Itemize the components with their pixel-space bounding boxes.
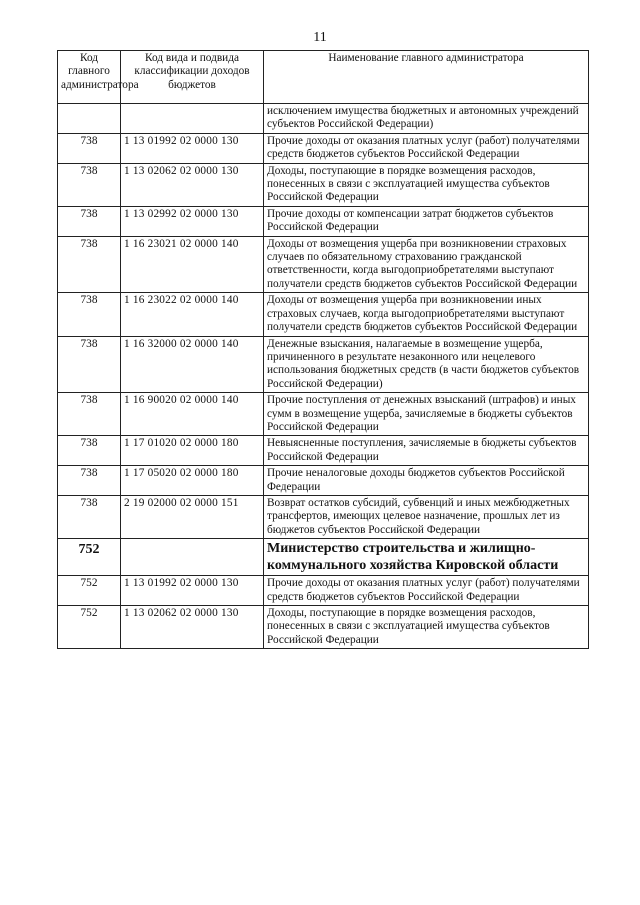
revenue-code-cell: 1 13 02992 02 0000 130 xyxy=(121,206,264,236)
table-row xyxy=(58,436,589,466)
admin-name-cell: Доходы, поступающие в порядке возмещения расходов, понесенных в связи с эксплуатацией имущества субъектов Российской Федерации xyxy=(264,606,589,649)
table-row xyxy=(58,163,589,206)
revenue-administrators-table xyxy=(57,50,589,649)
admin-code-cell: 738 xyxy=(58,495,121,538)
admin-code-cell: 738 xyxy=(58,163,121,206)
revenue-code-cell: 1 16 90020 02 0000 140 xyxy=(121,393,264,436)
admin-name-cell: Прочие доходы от оказания платных услуг (работ) получателями средств бюджетов субъектов Российской Федерации xyxy=(264,133,589,163)
admin-name-cell: Денежные взыскания, налагаемые в возмещение ущерба, причиненного в результате незаконного или нецелевого использования бюджетных средств (в части бюджетов субъектов Российской Федерации) xyxy=(264,336,589,393)
table-row xyxy=(58,495,589,538)
header-revenue-code: Код вида и подвида классификации доходов бюджетов xyxy=(121,51,264,104)
admin-code-cell: 738 xyxy=(58,336,121,393)
admin-code-cell: 752 xyxy=(58,606,121,649)
table-row xyxy=(58,236,589,293)
revenue-code-cell xyxy=(121,104,264,134)
admin-code-cell: 738 xyxy=(58,206,121,236)
admin-code-cell: 738 xyxy=(58,133,121,163)
admin-name-cell: Прочие неналоговые доходы бюджетов субъектов Российской Федерации xyxy=(264,466,589,496)
revenue-code-cell: 1 13 02062 02 0000 130 xyxy=(121,163,264,206)
revenue-code-cell xyxy=(121,539,264,576)
table-row xyxy=(58,466,589,496)
admin-code-cell: 738 xyxy=(58,293,121,336)
admin-name-cell: Прочие поступления от денежных взысканий (штрафов) и иных сумм в возмещение ущерба, зачисляемые в бюджеты субъектов Российской Федерации xyxy=(264,393,589,436)
table-row xyxy=(58,133,589,163)
admin-code-cell: 738 xyxy=(58,393,121,436)
admin-name-cell: Прочие доходы от компенсации затрат бюджетов субъектов Российской Федерации xyxy=(264,206,589,236)
table-row xyxy=(58,104,589,134)
admin-name-cell: Невыясненные поступления, зачисляемые в бюджеты субъектов Российской Федерации xyxy=(264,436,589,466)
revenue-code-cell: 1 13 02062 02 0000 130 xyxy=(121,606,264,649)
admin-code-cell: 738 xyxy=(58,236,121,293)
revenue-code-cell: 1 16 23021 02 0000 140 xyxy=(121,236,264,293)
revenue-code-cell: 1 16 23022 02 0000 140 xyxy=(121,293,264,336)
page-number: 11 xyxy=(313,30,327,45)
admin-name-cell: Доходы от возмещения ущерба при возникновении страховых случаев по обязательному страхованию гражданской ответственности, когда выгодоприобретателями выступают получатели средств бюджетов субъектов Российской Федерации xyxy=(264,236,589,293)
revenue-code-cell: 2 19 02000 02 0000 151 xyxy=(121,495,264,538)
table-row xyxy=(58,576,589,606)
admin-name-cell: Доходы, поступающие в порядке возмещения расходов, понесенных в связи с эксплуатацией имущества субъектов Российской Федерации xyxy=(264,163,589,206)
admin-name-cell: Возврат остатков субсидий, субвенций и иных межбюджетных трансфертов, имеющих целевое назначение, прошлых лет из бюджетов субъектов Российской Федерации xyxy=(264,495,589,538)
admin-code-cell xyxy=(58,104,121,134)
admin-name-cell: Доходы от возмещения ущерба при возникновении иных страховых случаев, когда выгодоприобретателями выступают получатели средств бюджетов субъектов Российской Федерации xyxy=(264,293,589,336)
admin-name-cell: исключением имущества бюджетных и автономных учреждений субъектов Российской Федерации) xyxy=(264,104,589,134)
table-body xyxy=(58,104,589,649)
revenue-code-cell: 1 17 05020 02 0000 180 xyxy=(121,466,264,496)
table-row xyxy=(58,206,589,236)
admin-code-cell: 752 xyxy=(58,539,121,576)
table-row xyxy=(58,393,589,436)
admin-name-cell: Прочие доходы от оказания платных услуг (работ) получателями средств бюджетов субъектов Российской Федерации xyxy=(264,576,589,606)
header-admin-code: Код главного администратора xyxy=(58,51,121,104)
admin-code-cell: 738 xyxy=(58,436,121,466)
revenue-code-cell: 1 17 01020 02 0000 180 xyxy=(121,436,264,466)
admin-code-cell: 738 xyxy=(58,466,121,496)
section-row xyxy=(58,539,589,576)
revenue-code-cell: 1 13 01992 02 0000 130 xyxy=(121,576,264,606)
table-row xyxy=(58,606,589,649)
admin-code-cell: 752 xyxy=(58,576,121,606)
revenue-code-cell: 1 16 32000 02 0000 140 xyxy=(121,336,264,393)
table-row xyxy=(58,293,589,336)
table-row xyxy=(58,336,589,393)
revenue-code-cell: 1 13 01992 02 0000 130 xyxy=(121,133,264,163)
header-admin-name: Наименование главного администратора xyxy=(264,51,589,104)
table-header-row xyxy=(58,51,589,104)
admin-name-cell: Министерство строительства и жилищно-коммунального хозяйства Кировской области xyxy=(264,539,589,576)
